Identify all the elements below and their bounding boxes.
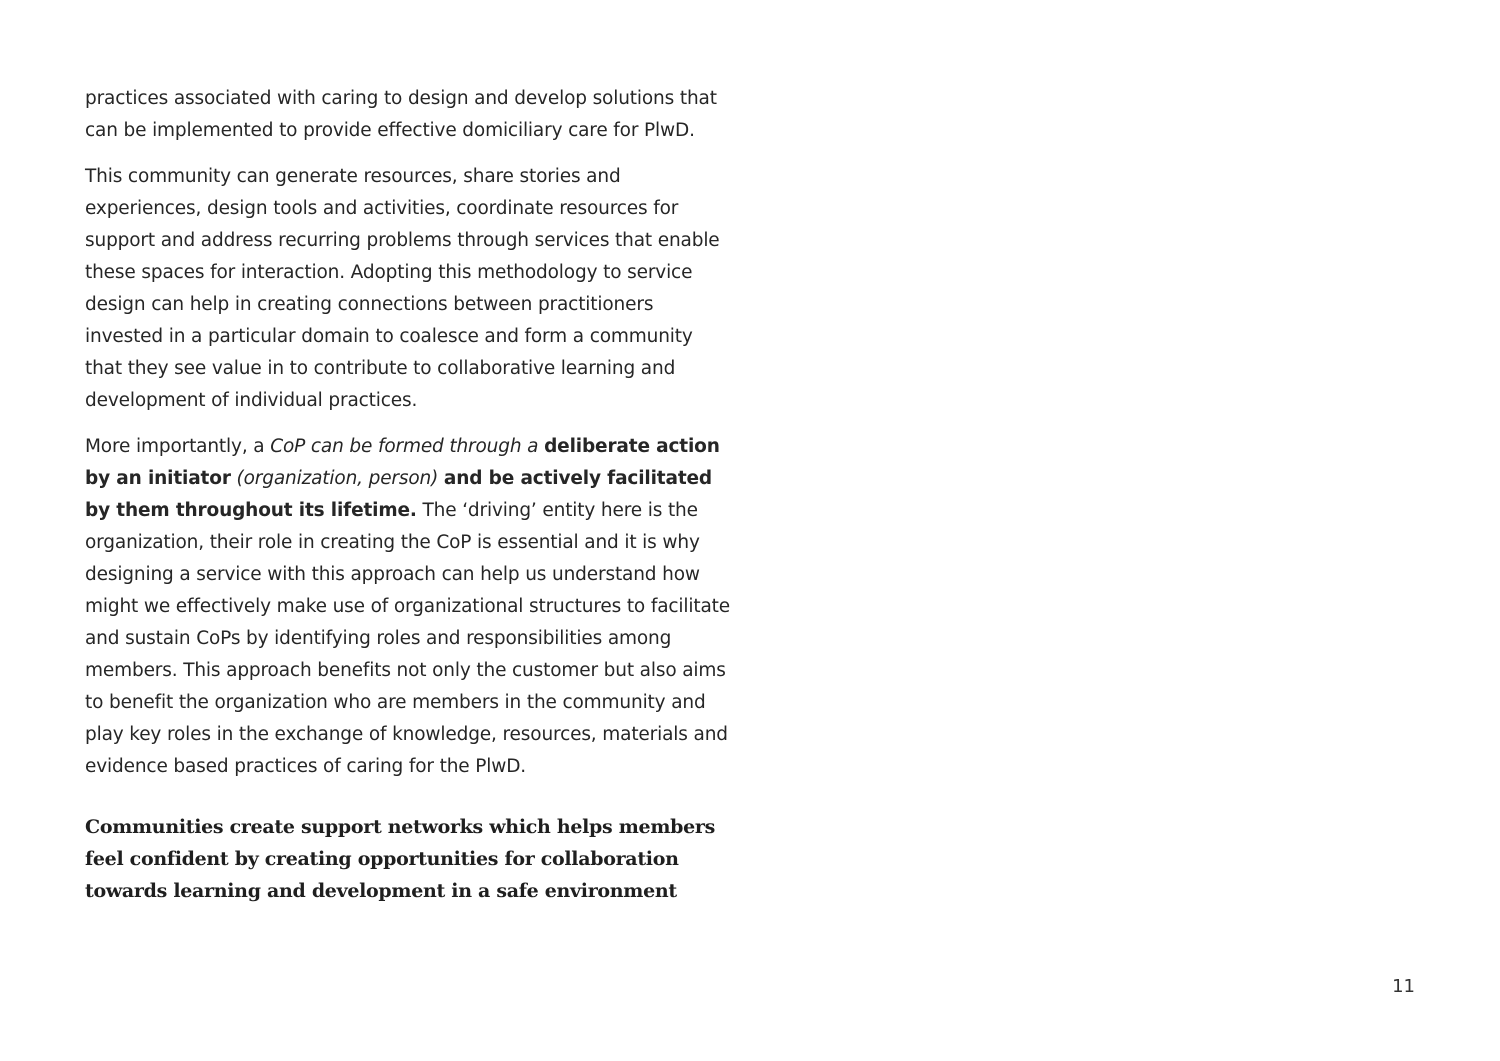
paragraph-3-part-4: (organization, person) [230,468,444,489]
paragraph-3-part-3: deliberate action by an initiator [85,436,720,489]
body-text-column [85,83,735,797]
paragraph-3-part-6: The ‘driving’ entity here is the organization, their role in creating the CoP is essential and it is why designing a service with this approach can help us understand how might we effectively make use of organizational structures to facilitate and sustain CoPs by identifying roles and responsibilities among members. This approach benefits not only the customer but also aims to benefit the organization who are members in the community and play key roles in the exchange of knowledge, resources, materials and evidence based practices of caring for the PlwD. [85,500,731,777]
page-number: 11 [1392,976,1415,997]
pull-quote: Communities create support networks which helps members feel confident by creating opportunities for collaboration towards learning and development in a safe environment [85,816,716,902]
paragraph-3-part-2: CoP can be formed through a [270,436,545,457]
paragraph-2: This community can generate resources, share stories and experiences, design tools and activities, coordinate resources for support and address recurring problems through services that enable these spaces for interaction. Adopting this methodology to service design can help in creating connections between practitioners invested in a particular domain to coalesce and form a community that they see value in to contribute to collaborative learning and development of individual practices. [85,166,720,411]
paragraph-3 [85,431,735,783]
paragraph-3-part-5: and be actively facilitated by them throughout its lifetime. [85,468,713,521]
paragraph-1: practices associated with caring to design and develop solutions that can be implemented to provide effective domiciliary care for PlwD. [85,88,717,141]
paragraph-3-part-1: More importantly, a [85,436,271,457]
